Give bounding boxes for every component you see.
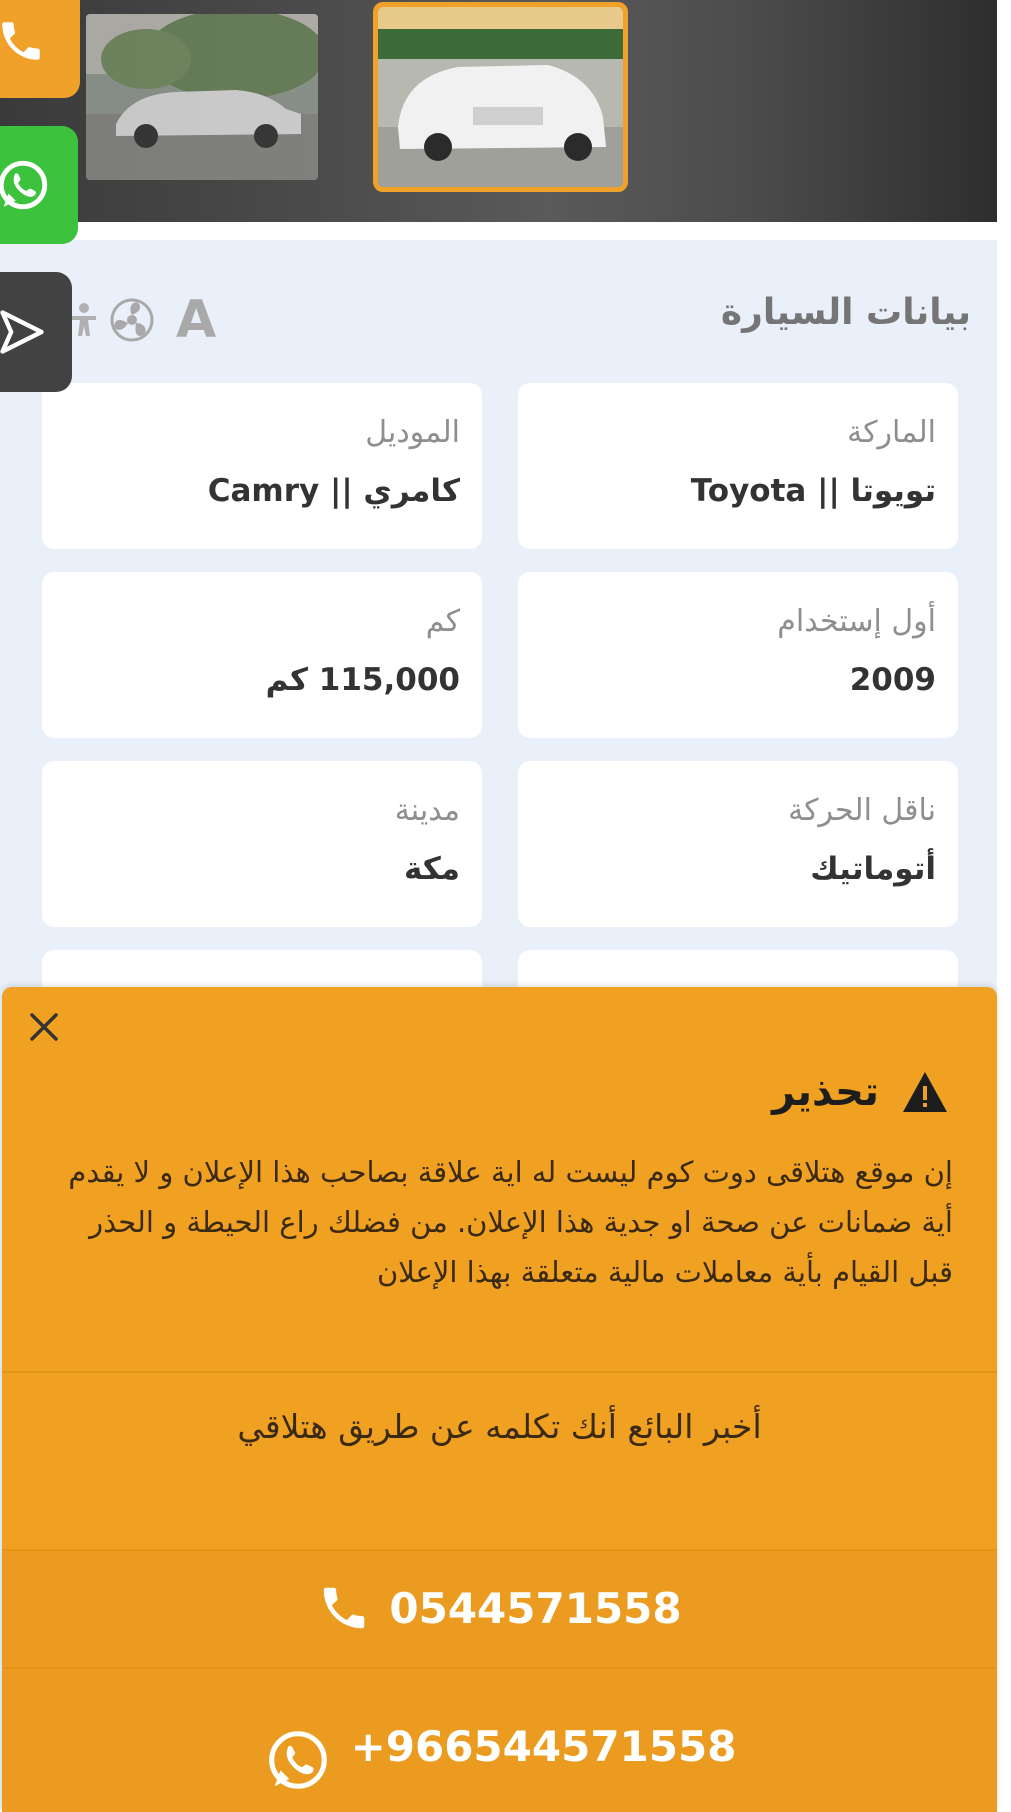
section-title: بيانات السيارة	[720, 292, 971, 333]
phone-contact[interactable]	[2, 1581, 997, 1635]
close-icon[interactable]	[22, 1005, 66, 1049]
whatsapp-icon	[0, 156, 52, 214]
whatsapp-button[interactable]	[0, 126, 78, 244]
warning-panel	[2, 987, 997, 1810]
field-label: كم	[425, 604, 460, 639]
whatsapp-number: +966544571558	[350, 1721, 737, 1771]
field-model	[42, 383, 482, 549]
whatsapp-contact[interactable]	[2, 1697, 997, 1795]
fan-icon[interactable]	[108, 296, 156, 344]
gallery-thumbnail[interactable]	[86, 14, 318, 180]
phone-number: 0544571558	[389, 1583, 682, 1633]
warning-title-text: تحذير	[772, 1069, 879, 1115]
tell-seller-note: أخبر البائع أنك تكلمه عن طريق هتلاقي	[237, 1407, 762, 1446]
call-button[interactable]	[0, 0, 80, 98]
field-first-use	[518, 572, 958, 738]
field-value: كامري || Camry	[207, 473, 460, 509]
warning-title	[772, 1069, 949, 1115]
field-transmission	[518, 761, 958, 927]
field-label: مدينة	[394, 793, 460, 828]
phone-icon	[317, 1581, 371, 1635]
field-mileage	[42, 572, 482, 738]
field-value: تويوتا || Toyota	[690, 473, 936, 509]
font-size-icon[interactable]: A	[176, 290, 217, 350]
field-label: ناقل الحركة	[788, 793, 936, 828]
field-value: 115,000 كم	[265, 662, 460, 698]
field-brand	[518, 383, 958, 549]
warning-icon	[901, 1070, 949, 1114]
field-label: الماركة	[847, 415, 936, 450]
image-gallery	[0, 0, 997, 222]
accessibility-toolbar	[50, 292, 240, 348]
field-label: أول إستخدام	[777, 604, 936, 639]
phone-call-row[interactable]	[2, 1549, 997, 1667]
field-value: 2009	[849, 662, 936, 698]
phone-icon	[0, 16, 46, 66]
field-label: الموديل	[365, 415, 460, 450]
warning-body: إن موقع هتلاقى دوت كوم ليست له اية علاقة بصاحب هذا الإعلان و لا يقدم أية ضمانات عن صحة او جدية هذا الإعلان. من فضلك راع الحيطة و الحذر قبل القيام بأية معاملات مالية متعلقة بهذا الإعلان	[68, 1155, 953, 1289]
share-icon	[0, 306, 48, 358]
field-value: أتوماتيك	[810, 851, 936, 887]
whatsapp-icon	[263, 1725, 333, 1795]
field-city	[42, 761, 482, 927]
gallery-thumbnail-selected[interactable]	[373, 2, 628, 192]
share-button[interactable]	[0, 272, 72, 392]
separator	[0, 222, 997, 240]
field-value: مكة	[403, 851, 460, 887]
whatsapp-row[interactable]	[2, 1667, 997, 1812]
divider	[2, 1371, 997, 1373]
